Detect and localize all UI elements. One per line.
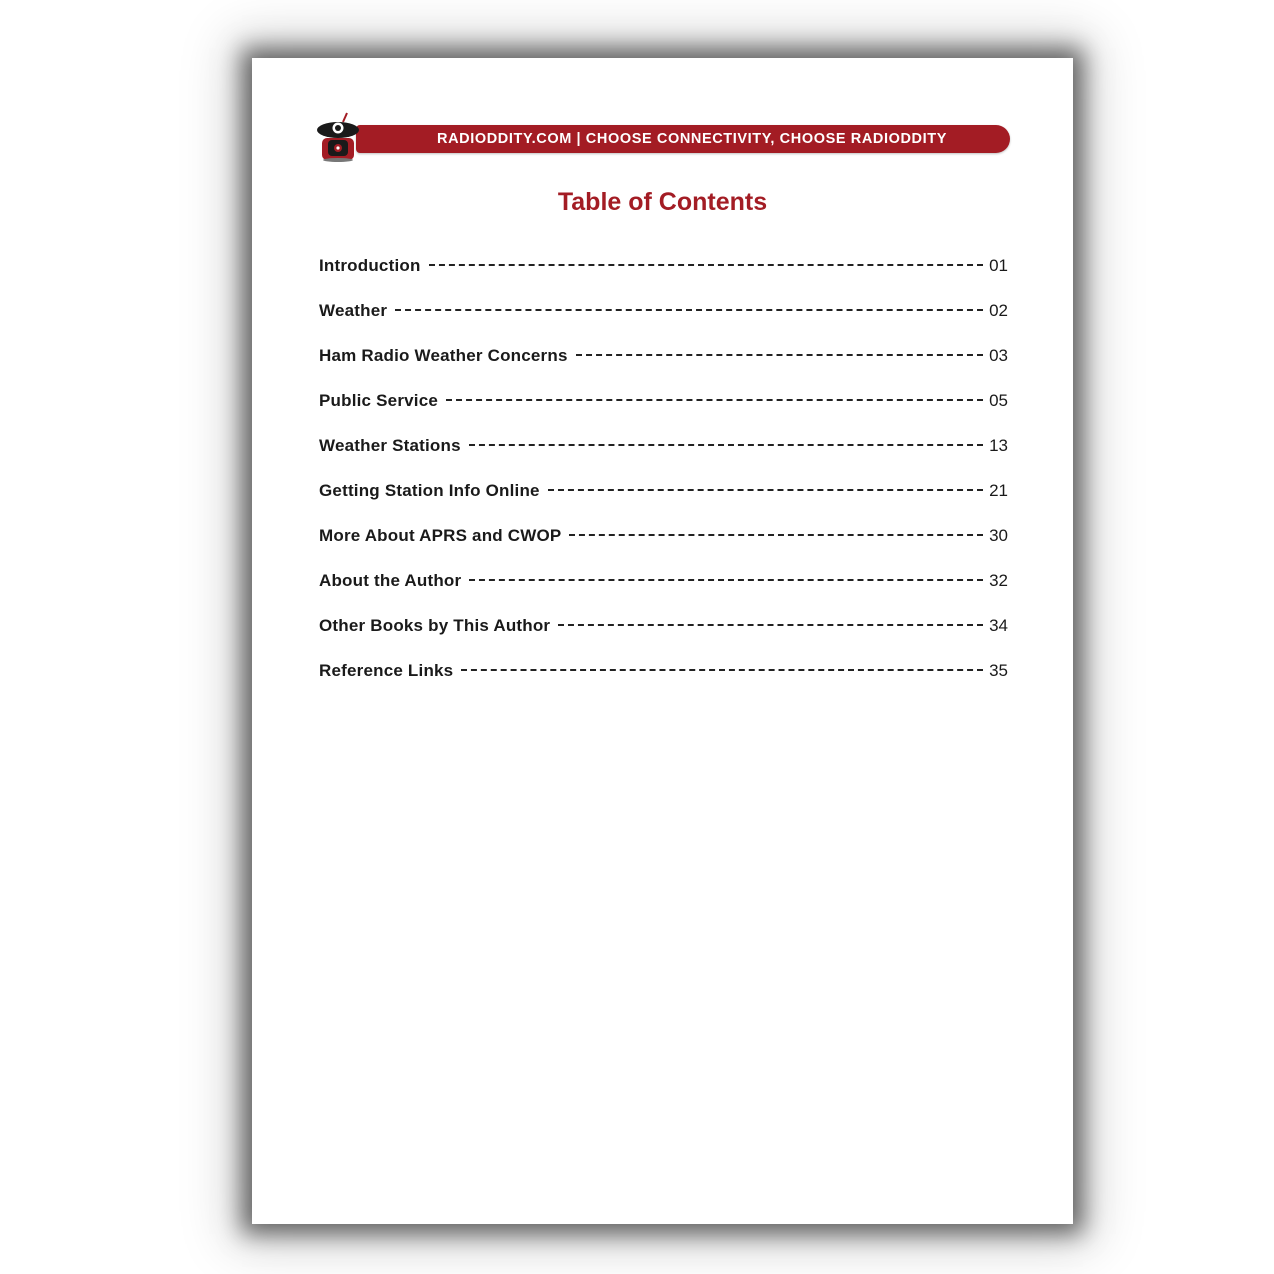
toc-entry-page: 32 (989, 571, 1008, 590)
toc-entry-page: 05 (989, 391, 1008, 410)
toc-entry-page: 03 (989, 346, 1008, 365)
toc-title: Table of Contents (557, 188, 768, 216)
toc-entry-label: More About APRS and CWOP (319, 526, 562, 545)
toc-entry-page: 30 (989, 526, 1008, 545)
toc-entry[interactable] (319, 391, 1008, 436)
toc-entry-label: About the Author (319, 571, 462, 590)
toc-entry-label: Introduction (319, 256, 421, 275)
toc-entry-page: 02 (989, 301, 1008, 320)
header-banner (316, 110, 1010, 160)
toc-entry-page: 13 (989, 436, 1008, 455)
dot-leader (569, 534, 983, 536)
toc-list (319, 256, 1008, 706)
dot-leader (576, 354, 983, 356)
dot-leader (446, 399, 983, 401)
toc-entry-label: Weather (319, 301, 388, 320)
dot-leader (548, 489, 983, 491)
toc-entry-label: Ham Radio Weather Concerns (319, 346, 568, 365)
toc-entry[interactable] (319, 346, 1008, 391)
dot-leader (429, 264, 984, 266)
toc-entry[interactable] (319, 436, 1008, 481)
toc-entry-label: Getting Station Info Online (319, 481, 540, 500)
toc-entry[interactable] (319, 571, 1008, 616)
toc-entry-page: 01 (989, 256, 1008, 275)
robot-mascot-icon (316, 110, 362, 162)
toc-entry-label: Weather Stations (319, 436, 461, 455)
toc-entry-label: Other Books by This Author (319, 616, 551, 635)
toc-entry[interactable] (319, 661, 1008, 706)
dot-leader (558, 624, 983, 626)
banner-bar (356, 125, 1010, 153)
document-page (252, 58, 1073, 1224)
banner-text: RADIODDITY.COM | CHOOSE CONNECTIVITY, CHOOSE RADIODDITY (437, 131, 947, 147)
toc-entry-label: Public Service (319, 391, 439, 410)
toc-entry-page: 34 (989, 616, 1008, 635)
dot-leader (469, 444, 983, 446)
toc-entry-page: 21 (989, 481, 1008, 500)
toc-entry[interactable] (319, 481, 1008, 526)
dot-leader (395, 309, 983, 311)
toc-entry[interactable] (319, 301, 1008, 346)
toc-entry-label: Reference Links (319, 661, 454, 680)
dot-leader (469, 579, 983, 581)
toc-entry[interactable] (319, 526, 1008, 571)
toc-entry-page: 35 (989, 661, 1008, 680)
dot-leader (461, 669, 983, 671)
toc-entry[interactable] (319, 256, 1008, 301)
toc-entry[interactable] (319, 616, 1008, 661)
